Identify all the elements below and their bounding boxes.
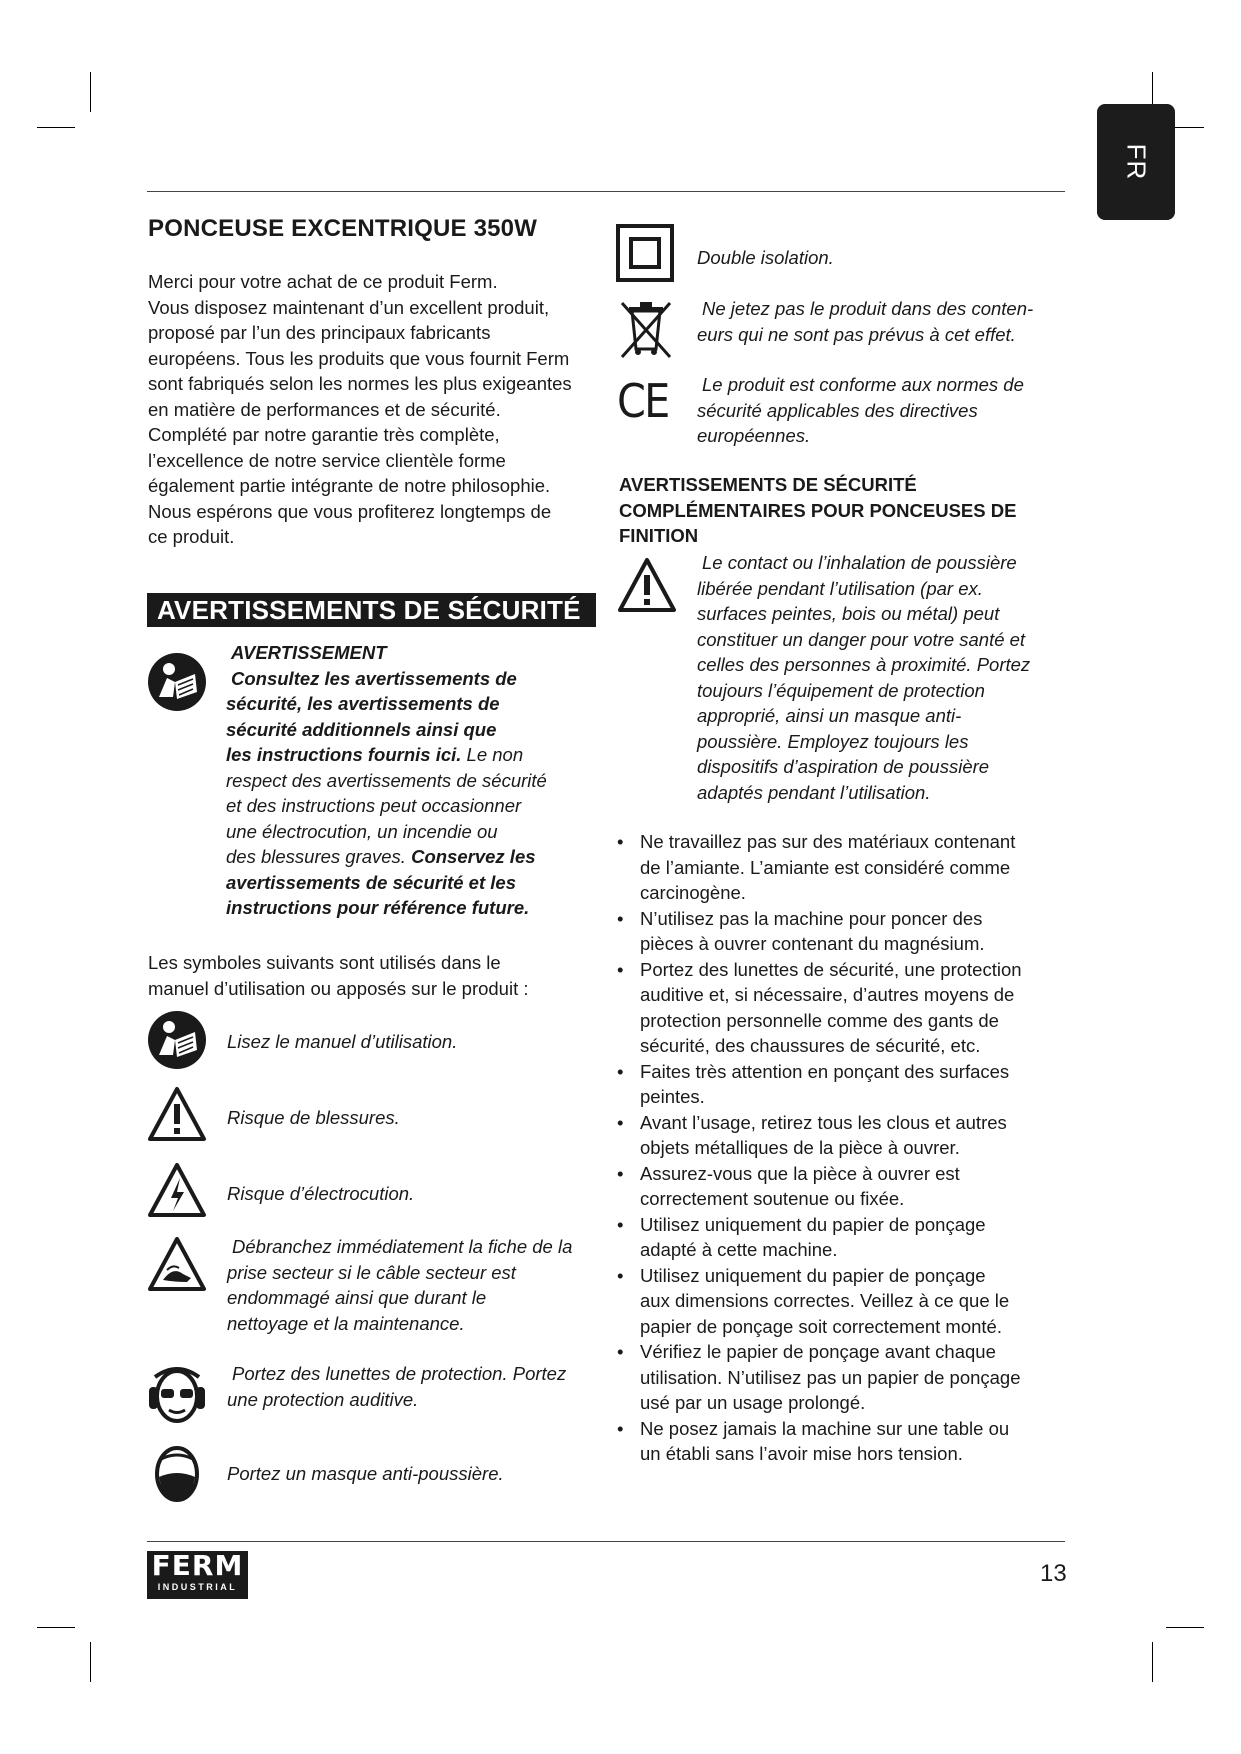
bullet-line: sécurité, des chaussures de sécurité, etc. bbox=[640, 1035, 981, 1056]
bullet-line: un établi sans l’avoir mise hors tension. bbox=[640, 1443, 963, 1464]
symbols-intro-line: manuel d’utilisation ou apposés sur le produit : bbox=[148, 977, 529, 999]
intro-line: Complété par notre garantie très complète, bbox=[148, 424, 500, 445]
warning-triangle-icon bbox=[147, 1086, 207, 1142]
read-manual-icon bbox=[147, 1010, 207, 1070]
unplug-line: Débranchez immédiatement la fiche de la bbox=[232, 1236, 573, 1257]
warning-line: les instructions fournis ici. bbox=[226, 744, 462, 765]
bullet-line: auditive et, si nécessaire, d’autres moyens de bbox=[640, 984, 1015, 1005]
symbol-glasses-text bbox=[227, 1361, 617, 1412]
dust-warning-line: surfaces peintes, bois ou métal) peut bbox=[697, 603, 1000, 624]
warning-line: et des instructions peut occasionner bbox=[226, 795, 522, 816]
symbols-intro bbox=[148, 950, 608, 1001]
additional-heading bbox=[619, 472, 1079, 549]
intro-line: Vous disposez maintenant d’un excellent produit, bbox=[148, 296, 550, 318]
crop-mark bbox=[1152, 1642, 1153, 1682]
footer-rule bbox=[147, 1541, 1065, 1542]
page-number: 13 bbox=[1040, 1560, 1067, 1587]
crop-mark bbox=[90, 72, 91, 112]
glasses-line: une protection auditive. bbox=[227, 1388, 419, 1410]
bullet-line: protection personnelle comme des gants de bbox=[640, 1009, 999, 1031]
warning-line: Le non bbox=[466, 744, 524, 765]
ce-line: européennes. bbox=[697, 425, 811, 446]
safety-glasses-icon bbox=[147, 1365, 207, 1427]
header-rule bbox=[147, 191, 1065, 192]
dust-warning-line: adaptés pendant l’utilisation. bbox=[697, 781, 931, 803]
safety-banner: AVERTISSEMENTS DE SÉCURITÉ bbox=[147, 593, 596, 627]
warning-block bbox=[226, 640, 616, 921]
bullet-line: carcinogène. bbox=[640, 882, 746, 903]
intro-line: Nous espérons que vous profiterez longtemps de bbox=[148, 500, 552, 522]
warning-line: avertissements de sécurité et les bbox=[226, 871, 516, 893]
symbol-mask-text: Portez un masque anti-poussière. bbox=[227, 1463, 504, 1484]
crop-mark bbox=[90, 1642, 91, 1682]
warning-line: sécurité, les avertissements de bbox=[226, 693, 500, 714]
weee-line: eurs qui ne sont pas prévus à cet effet. bbox=[697, 323, 1016, 345]
symbol-unplug-text bbox=[227, 1234, 617, 1336]
bullet-line: objets métalliques de la pièce à ouvrer. bbox=[640, 1137, 960, 1158]
safety-bullet-list bbox=[617, 829, 1077, 1467]
page-title: PONCEUSE EXCENTRIQUE 350W bbox=[148, 215, 538, 242]
dust-warning-line: celles des personnes à proximité. Portez bbox=[697, 654, 1031, 675]
weee-text bbox=[697, 296, 1077, 347]
left-column bbox=[148, 215, 608, 550]
ferm-logo bbox=[147, 1551, 248, 1599]
symbols-intro-line: Les symboles suivants sont utilisés dans le bbox=[148, 952, 501, 973]
dust-warning-text bbox=[697, 550, 1087, 805]
bullet-line: papier de ponçage soit correctement monté. bbox=[640, 1315, 1002, 1337]
warning-line: respect des avertissements de sécurité bbox=[226, 769, 547, 791]
warning-line: sécurité additionnels ainsi que bbox=[226, 718, 497, 740]
dust-warning-line: libérée pendant l’utilisation (par ex. bbox=[697, 577, 983, 599]
bullet-line: • Utilisez uniquement du papier de ponçage bbox=[640, 1213, 986, 1235]
warning-line: instructions pour référence future. bbox=[226, 897, 530, 918]
weee-line: Ne jetez pas le produit dans des conten- bbox=[702, 298, 1034, 319]
weee-bin-icon bbox=[618, 299, 674, 359]
intro-line: Merci pour votre achat de ce produit Ferm. bbox=[148, 271, 498, 292]
dust-warning-line: dispositifs d’aspiration de poussière bbox=[697, 756, 990, 777]
crop-mark bbox=[37, 1627, 75, 1628]
ce-line: sécurité applicables des directives bbox=[697, 399, 978, 421]
bullet-line: • Avant l’usage, retirez tous les clous et autres bbox=[640, 1111, 1007, 1133]
bullet-item bbox=[617, 1212, 1077, 1263]
logo-main-text: FERM bbox=[151, 1549, 244, 1582]
intro-line: sont fabriqués selon les normes les plus exigeantes bbox=[148, 373, 572, 394]
bullet-line: • Portez des lunettes de sécurité, une protection bbox=[640, 958, 1022, 980]
bullet-item bbox=[617, 1059, 1077, 1110]
language-label: FR bbox=[1121, 143, 1152, 181]
read-manual-icon bbox=[147, 652, 207, 712]
intro-paragraph bbox=[148, 269, 608, 550]
ce-mark-icon: CE bbox=[617, 374, 669, 428]
bullet-item bbox=[617, 1263, 1077, 1340]
bullet-item bbox=[617, 957, 1077, 1059]
additional-heading-line: FINITION bbox=[619, 525, 699, 546]
intro-line: proposé par l’un des principaux fabricants bbox=[148, 322, 491, 343]
double-insulation-text: Double isolation. bbox=[697, 247, 834, 268]
dust-warning-line: toujours l’équipement de protection bbox=[697, 679, 985, 701]
intro-line: l’excellence de notre service clientèle forme bbox=[148, 449, 506, 471]
unplug-line: nettoyage et la maintenance. bbox=[227, 1312, 465, 1334]
bullet-line: • Ne posez jamais la machine sur une table ou bbox=[640, 1417, 1010, 1439]
language-tab bbox=[1097, 104, 1175, 220]
warning-heading: AVERTISSEMENT bbox=[231, 642, 387, 663]
warning-line: une électrocution, un incendie ou bbox=[226, 820, 498, 842]
bullet-item bbox=[617, 1110, 1077, 1161]
bullet-item bbox=[617, 1416, 1077, 1467]
bullet-line: • Ne travaillez pas sur des matériaux contenant bbox=[640, 831, 1016, 852]
bullet-item bbox=[617, 1339, 1077, 1416]
symbol-shock-text: Risque d’électrocution. bbox=[227, 1183, 415, 1204]
dust-warning-line: poussière. Employez toujours les bbox=[697, 730, 969, 752]
logo-sub-text: INDUSTRIAL bbox=[157, 1582, 238, 1592]
unplug-icon bbox=[147, 1236, 207, 1292]
bullet-line: • Faites très attention en ponçant des surfaces bbox=[640, 1060, 1010, 1082]
bullet-item bbox=[617, 1161, 1077, 1212]
additional-heading-line: COMPLÉMENTAIRES POUR PONCEUSES DE bbox=[619, 499, 1017, 521]
symbol-manual-text: Lisez le manuel d’utilisation. bbox=[227, 1031, 458, 1052]
ce-text bbox=[697, 372, 1077, 449]
bullet-line: usé par un usage prolongé. bbox=[640, 1392, 866, 1413]
ce-line: Le produit est conforme aux normes de bbox=[702, 374, 1024, 395]
crop-mark bbox=[1166, 1627, 1204, 1628]
bullet-line: aux dimensions correctes. Veillez à ce que le bbox=[640, 1290, 1010, 1311]
electric-shock-icon bbox=[147, 1162, 207, 1218]
bullet-line: adapté à cette machine. bbox=[640, 1239, 838, 1260]
bullet-line: utilisation. N’utilisez pas un papier de ponçage bbox=[640, 1366, 1021, 1388]
dust-mask-icon bbox=[147, 1443, 207, 1505]
warning-line: Conservez les bbox=[411, 846, 536, 867]
bullet-line: correctement soutenue ou fixée. bbox=[640, 1188, 905, 1209]
bullet-line: • Vérifiez le papier de ponçage avant chaque bbox=[640, 1341, 996, 1362]
intro-line: ce produit. bbox=[148, 526, 235, 547]
dust-warning-line: approprié, ainsi un masque anti- bbox=[697, 705, 962, 726]
bullet-line: peintes. bbox=[640, 1086, 705, 1107]
warning-line: Consultez les avertissements de bbox=[231, 667, 517, 689]
dust-warning-line: Le contact ou l’inhalation de poussière bbox=[702, 552, 1017, 573]
double-insulation-icon bbox=[616, 224, 674, 282]
bullet-line: • N’utilisez pas la machine pour poncer des bbox=[640, 907, 983, 929]
bullet-item bbox=[617, 906, 1077, 957]
bullet-line: de l’amiante. L’amiante est considéré comme bbox=[640, 856, 1011, 878]
intro-line: européens. Tous les produits que vous fournit Ferm bbox=[148, 347, 570, 369]
intro-line: en matière de performances et de sécurité. bbox=[148, 398, 501, 420]
additional-heading-line: AVERTISSEMENTS DE SÉCURITÉ bbox=[619, 474, 917, 495]
unplug-line: prise secteur si le câble secteur est bbox=[227, 1261, 516, 1283]
dust-warning-line: constituer un danger pour votre santé et bbox=[697, 628, 1026, 650]
bullet-line: • Assurez-vous que la pièce à ouvrer est bbox=[640, 1162, 960, 1184]
bullet-line: • Utilisez uniquement du papier de ponçage bbox=[640, 1264, 986, 1286]
warning-line: des blessures graves. bbox=[226, 846, 406, 867]
glasses-line: Portez des lunettes de protection. Portez bbox=[232, 1363, 567, 1384]
symbol-injury-text: Risque de blessures. bbox=[227, 1107, 400, 1128]
crop-mark bbox=[37, 127, 75, 128]
intro-line: également partie intégrante de notre philosophie. bbox=[148, 475, 551, 496]
warning-triangle-icon bbox=[617, 557, 677, 613]
unplug-line: endommagé ainsi que durant le bbox=[227, 1287, 487, 1308]
bullet-line: pièces à ouvrer contenant du magnésium. bbox=[640, 933, 985, 954]
bullet-item bbox=[617, 829, 1077, 906]
